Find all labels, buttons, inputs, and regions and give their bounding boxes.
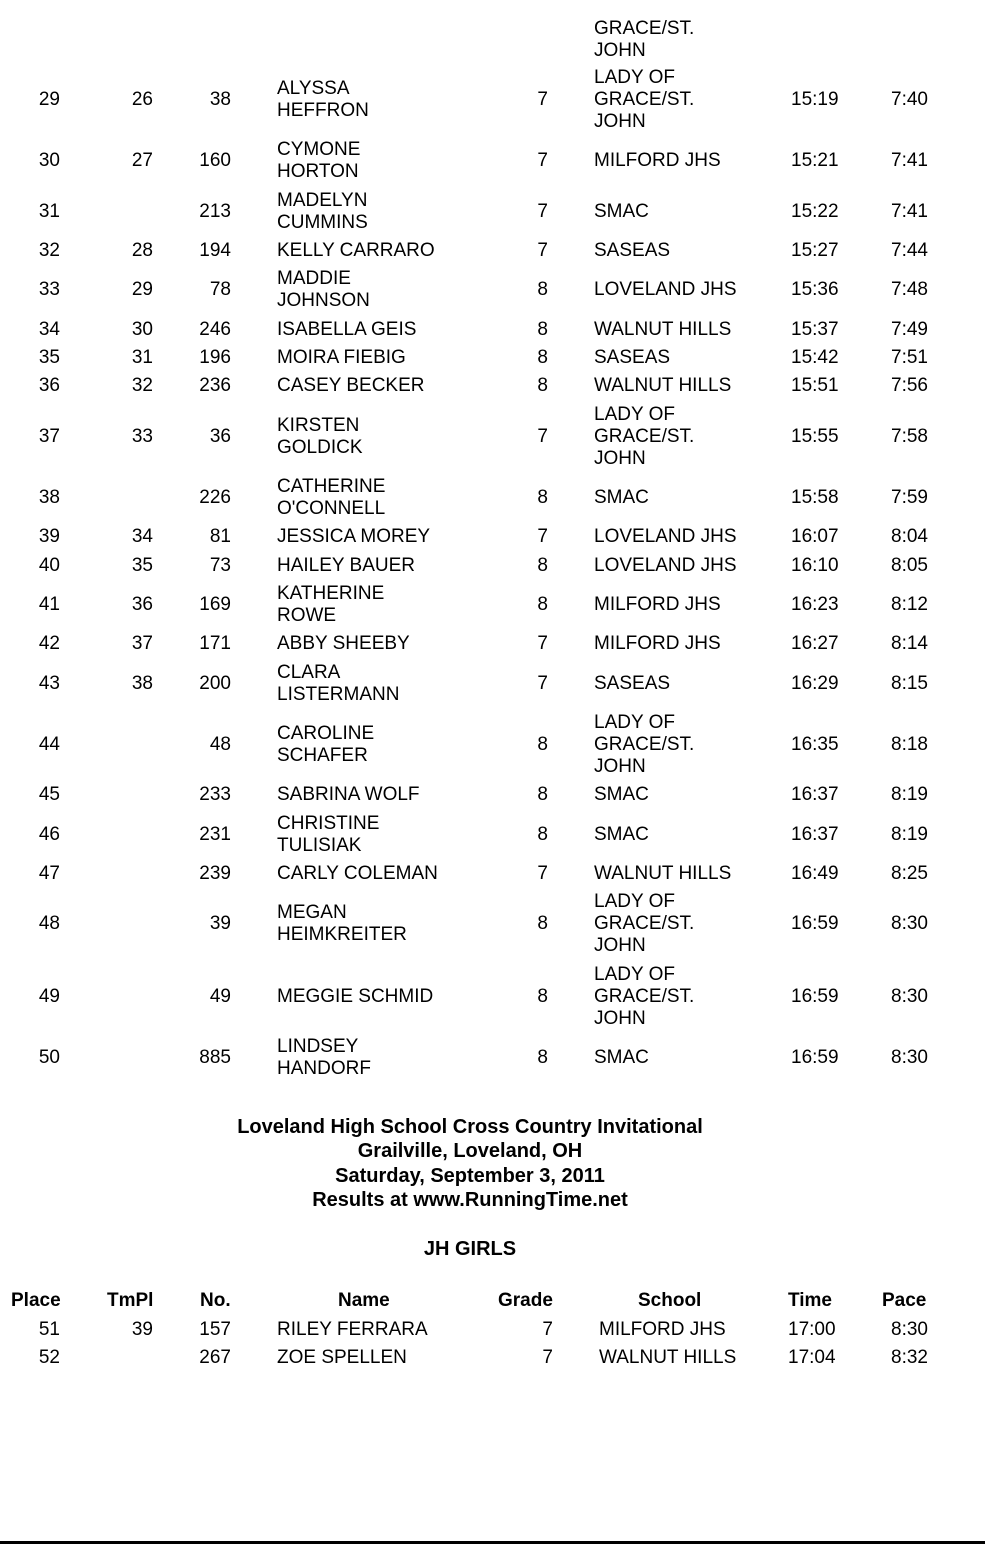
place-cell: 32	[38, 240, 60, 261]
table-row	[0, 633, 985, 655]
table-row	[0, 662, 985, 706]
name-cell: ALYSSA HEFFRON	[277, 78, 369, 121]
table-row	[0, 67, 985, 133]
no-cell: 81	[209, 526, 231, 547]
time-cell: 16:59	[791, 913, 839, 934]
time-cell: 15:58	[791, 487, 839, 508]
table-row	[0, 813, 985, 857]
place-cell: 42	[38, 633, 60, 654]
no-cell: 39	[209, 913, 231, 934]
grade-cell: 7	[542, 1319, 553, 1340]
school-cell: WALNUT HILLS	[594, 863, 732, 884]
name-cell: RILEY FERRARA	[277, 1319, 428, 1340]
time-cell: 16:29	[791, 673, 839, 694]
time-cell: 15:37	[791, 319, 839, 340]
place-cell: 41	[38, 594, 60, 615]
place-cell: 48	[38, 913, 60, 934]
time-cell: 15:55	[791, 426, 839, 447]
school-fragment: GRACE/ST. JOHN	[594, 18, 695, 61]
time-cell: 16:49	[791, 863, 839, 884]
school-cell: WALNUT HILLS	[594, 375, 732, 396]
pace-cell: 7:40	[891, 89, 928, 110]
table-row	[0, 583, 985, 627]
name-cell: MEGAN HEIMKREITER	[277, 902, 407, 945]
no-cell: 196	[199, 347, 231, 368]
time-cell: 16:59	[791, 986, 839, 1007]
name-cell: CHRISTINE TULISIAK	[277, 813, 380, 856]
table-row	[0, 526, 985, 548]
table-row	[0, 268, 985, 312]
pace-cell: 8:18	[891, 734, 928, 755]
grade-cell: 7	[537, 426, 548, 447]
grade-cell: 7	[537, 201, 548, 222]
no-cell: 169	[199, 594, 231, 615]
col-name-header: Name	[338, 1290, 390, 1311]
school-cell: WALNUT HILLS	[599, 1347, 737, 1368]
grade-cell: 8	[537, 734, 548, 755]
table-row	[0, 863, 985, 885]
school-cell: SASEAS	[594, 347, 671, 368]
place-cell: 29	[38, 89, 60, 110]
tmpl-cell: 34	[131, 526, 153, 547]
table-row	[0, 891, 985, 957]
no-cell: 200	[199, 673, 231, 694]
time-cell: 16:10	[791, 555, 839, 576]
time-cell: 15:36	[791, 279, 839, 300]
place-cell: 31	[38, 201, 60, 222]
place-cell: 49	[38, 986, 60, 1007]
name-cell: MADDIE JOHNSON	[277, 268, 370, 311]
school-cell: SMAC	[594, 784, 649, 805]
grade-cell: 8	[537, 1047, 548, 1068]
time-cell: 15:27	[791, 240, 839, 261]
pace-cell: 7:48	[891, 279, 928, 300]
pace-cell: 7:41	[891, 201, 928, 222]
school-cell: SMAC	[594, 1047, 649, 1068]
name-cell: LINDSEY HANDORF	[277, 1036, 371, 1079]
tmpl-cell: 33	[131, 426, 153, 447]
place-cell: 50	[38, 1047, 60, 1068]
col-place-header: Place	[11, 1290, 61, 1311]
school-cell: MILFORD JHS	[594, 633, 721, 654]
no-cell: 267	[199, 1347, 231, 1368]
no-cell: 236	[199, 375, 231, 396]
place-cell: 47	[38, 863, 60, 884]
name-cell: HAILEY BAUER	[277, 555, 415, 576]
name-cell: SABRINA WOLF	[277, 784, 420, 805]
name-cell: ABBY SHEEBY	[277, 633, 410, 654]
time-cell: 16:07	[791, 526, 839, 547]
table-row	[0, 555, 985, 577]
table-row	[0, 240, 985, 262]
table-row	[0, 347, 985, 369]
name-cell: CASEY BECKER	[277, 375, 425, 396]
school-cell: LADY OF GRACE/ST. JOHN	[594, 67, 695, 132]
table-row	[0, 319, 985, 341]
grade-cell: 8	[537, 279, 548, 300]
meet-location: Grailville, Loveland, OH	[357, 1140, 583, 1162]
pace-cell: 8:30	[891, 986, 928, 1007]
no-cell: 194	[199, 240, 231, 261]
name-cell: CYMONE HORTON	[277, 139, 361, 182]
tmpl-cell: 29	[131, 279, 153, 300]
school-cell: SMAC	[594, 487, 649, 508]
pace-cell: 7:56	[891, 375, 928, 396]
meet-date: Saturday, September 3, 2011	[335, 1165, 605, 1187]
place-cell: 46	[38, 824, 60, 845]
time-cell: 16:27	[791, 633, 839, 654]
place-cell: 40	[38, 555, 60, 576]
grade-cell: 8	[537, 913, 548, 934]
tmpl-cell: 28	[131, 240, 153, 261]
no-cell: 36	[209, 426, 231, 447]
no-cell: 226	[199, 487, 231, 508]
no-cell: 239	[199, 863, 231, 884]
section-title: JH GIRLS	[423, 1238, 517, 1260]
grade-cell: 7	[537, 150, 548, 171]
school-cell: LADY OF GRACE/ST. JOHN	[594, 404, 695, 469]
name-cell: ZOE SPELLEN	[277, 1347, 407, 1368]
school-cell: MILFORD JHS	[599, 1319, 726, 1340]
table-row	[0, 1319, 985, 1341]
place-cell: 36	[38, 375, 60, 396]
school-cell: LOVELAND JHS	[594, 279, 737, 300]
place-cell: 52	[38, 1347, 60, 1368]
grade-cell: 8	[537, 375, 548, 396]
no-cell: 48	[209, 734, 231, 755]
school-cell: SASEAS	[594, 240, 671, 261]
no-cell: 233	[199, 784, 231, 805]
no-cell: 160	[199, 150, 231, 171]
table-row	[0, 476, 985, 520]
school-cell: SMAC	[594, 824, 649, 845]
name-cell: MEGGIE SCHMID	[277, 986, 434, 1007]
table-row	[0, 1347, 985, 1369]
school-cell: LADY OF GRACE/ST. JOHN	[594, 712, 695, 777]
school-cell: LOVELAND JHS	[594, 555, 737, 576]
no-cell: 213	[199, 201, 231, 222]
school-cell: MILFORD JHS	[594, 150, 721, 171]
grade-cell: 7	[542, 1347, 553, 1368]
table-row	[0, 964, 985, 1030]
time-cell: 16:37	[791, 784, 839, 805]
pace-cell: 8:05	[891, 555, 928, 576]
tmpl-cell: 39	[131, 1319, 153, 1340]
pace-cell: 8:12	[891, 594, 928, 615]
pace-cell: 8:32	[891, 1347, 928, 1368]
tmpl-cell: 32	[131, 375, 153, 396]
grade-cell: 8	[537, 824, 548, 845]
tmpl-cell: 27	[131, 150, 153, 171]
results-link: Results at www.RunningTime.net	[312, 1189, 628, 1211]
pace-cell: 8:30	[891, 1319, 928, 1340]
name-cell: CLARA LISTERMANN	[277, 662, 400, 705]
place-cell: 44	[38, 734, 60, 755]
school-cell: WALNUT HILLS	[594, 319, 732, 340]
pace-cell: 7:41	[891, 150, 928, 171]
meet-title: Loveland High School Cross Country Invitational	[237, 1116, 703, 1138]
table-row	[0, 139, 985, 183]
pace-cell: 8:19	[891, 824, 928, 845]
no-cell: 246	[199, 319, 231, 340]
pace-cell: 7:58	[891, 426, 928, 447]
no-cell: 38	[209, 89, 231, 110]
pace-cell: 7:51	[891, 347, 928, 368]
page-bottom-rule	[0, 1541, 985, 1544]
name-cell: MOIRA FIEBIG	[277, 347, 406, 368]
col-time-header: Time	[788, 1290, 833, 1311]
no-cell: 78	[209, 279, 231, 300]
pace-cell: 8:30	[891, 1047, 928, 1068]
no-cell: 49	[209, 986, 231, 1007]
col-school-header: School	[638, 1290, 702, 1311]
grade-cell: 8	[537, 487, 548, 508]
pace-cell: 8:25	[891, 863, 928, 884]
tmpl-cell: 31	[131, 347, 153, 368]
name-cell: ISABELLA GEIS	[277, 319, 417, 340]
pace-cell: 8:14	[891, 633, 928, 654]
pace-cell: 8:04	[891, 526, 928, 547]
pace-cell: 8:15	[891, 673, 928, 694]
pace-cell: 7:49	[891, 319, 928, 340]
table-row	[0, 712, 985, 778]
place-cell: 39	[38, 526, 60, 547]
grade-cell: 8	[537, 986, 548, 1007]
grade-cell: 7	[537, 673, 548, 694]
place-cell: 33	[38, 279, 60, 300]
name-cell: CATHERINE O'CONNELL	[277, 476, 386, 519]
name-cell: KATHERINE ROWE	[277, 583, 385, 626]
no-cell: 885	[199, 1047, 231, 1068]
grade-cell: 7	[537, 633, 548, 654]
no-cell: 73	[209, 555, 231, 576]
pace-cell: 8:19	[891, 784, 928, 805]
tmpl-cell: 35	[131, 555, 153, 576]
table-row	[0, 784, 985, 806]
table-row	[0, 404, 985, 470]
school-cell: LADY OF GRACE/ST. JOHN	[594, 964, 695, 1029]
time-cell: 15:21	[791, 150, 839, 171]
no-cell: 157	[199, 1319, 231, 1340]
pace-cell: 7:59	[891, 487, 928, 508]
time-cell: 15:42	[791, 347, 839, 368]
grade-cell: 7	[537, 240, 548, 261]
name-cell: CARLY COLEMAN	[277, 863, 438, 884]
grade-cell: 7	[537, 526, 548, 547]
name-cell: CAROLINE SCHAFER	[277, 723, 375, 766]
col-no-header: No.	[200, 1290, 231, 1311]
table-row	[0, 1036, 985, 1080]
continued-row-fragment	[0, 16, 985, 64]
no-cell: 231	[199, 824, 231, 845]
place-cell: 35	[38, 347, 60, 368]
tmpl-cell: 37	[131, 633, 153, 654]
school-cell: LOVELAND JHS	[594, 526, 737, 547]
no-cell: 171	[199, 633, 231, 654]
time-cell: 16:23	[791, 594, 839, 615]
table-row	[0, 190, 985, 234]
name-cell: KIRSTEN GOLDICK	[277, 415, 363, 458]
grade-cell: 8	[537, 319, 548, 340]
time-cell: 15:51	[791, 375, 839, 396]
time-cell: 15:19	[791, 89, 839, 110]
tmpl-cell: 26	[131, 89, 153, 110]
time-cell: 17:04	[788, 1347, 836, 1368]
place-cell: 34	[38, 319, 60, 340]
tmpl-cell: 38	[131, 673, 153, 694]
school-cell: MILFORD JHS	[594, 594, 721, 615]
grade-cell: 8	[537, 784, 548, 805]
time-cell: 16:37	[791, 824, 839, 845]
place-cell: 37	[38, 426, 60, 447]
tmpl-cell: 36	[131, 594, 153, 615]
tmpl-cell: 30	[131, 319, 153, 340]
col-tmpl-header: TmPl	[107, 1290, 154, 1311]
grade-cell: 8	[537, 594, 548, 615]
time-cell: 16:35	[791, 734, 839, 755]
col-grade-header: Grade	[498, 1290, 553, 1311]
table-row	[0, 375, 985, 397]
place-cell: 38	[38, 487, 60, 508]
time-cell: 17:00	[788, 1319, 836, 1340]
school-cell: SMAC	[594, 201, 649, 222]
place-cell: 45	[38, 784, 60, 805]
pace-cell: 7:44	[891, 240, 928, 261]
grade-cell: 8	[537, 347, 548, 368]
time-cell: 16:59	[791, 1047, 839, 1068]
name-cell: KELLY CARRARO	[277, 240, 435, 261]
time-cell: 15:22	[791, 201, 839, 222]
school-cell: LADY OF GRACE/ST. JOHN	[594, 891, 695, 956]
pace-cell: 8:30	[891, 913, 928, 934]
school-cell: SASEAS	[594, 673, 671, 694]
place-cell: 43	[38, 673, 60, 694]
place-cell: 30	[38, 150, 60, 171]
grade-cell: 8	[537, 555, 548, 576]
grade-cell: 7	[537, 863, 548, 884]
grade-cell: 7	[537, 89, 548, 110]
col-pace-header: Pace	[882, 1290, 927, 1311]
name-cell: MADELYN CUMMINS	[277, 190, 368, 233]
place-cell: 51	[38, 1319, 60, 1340]
name-cell: JESSICA MOREY	[277, 526, 431, 547]
